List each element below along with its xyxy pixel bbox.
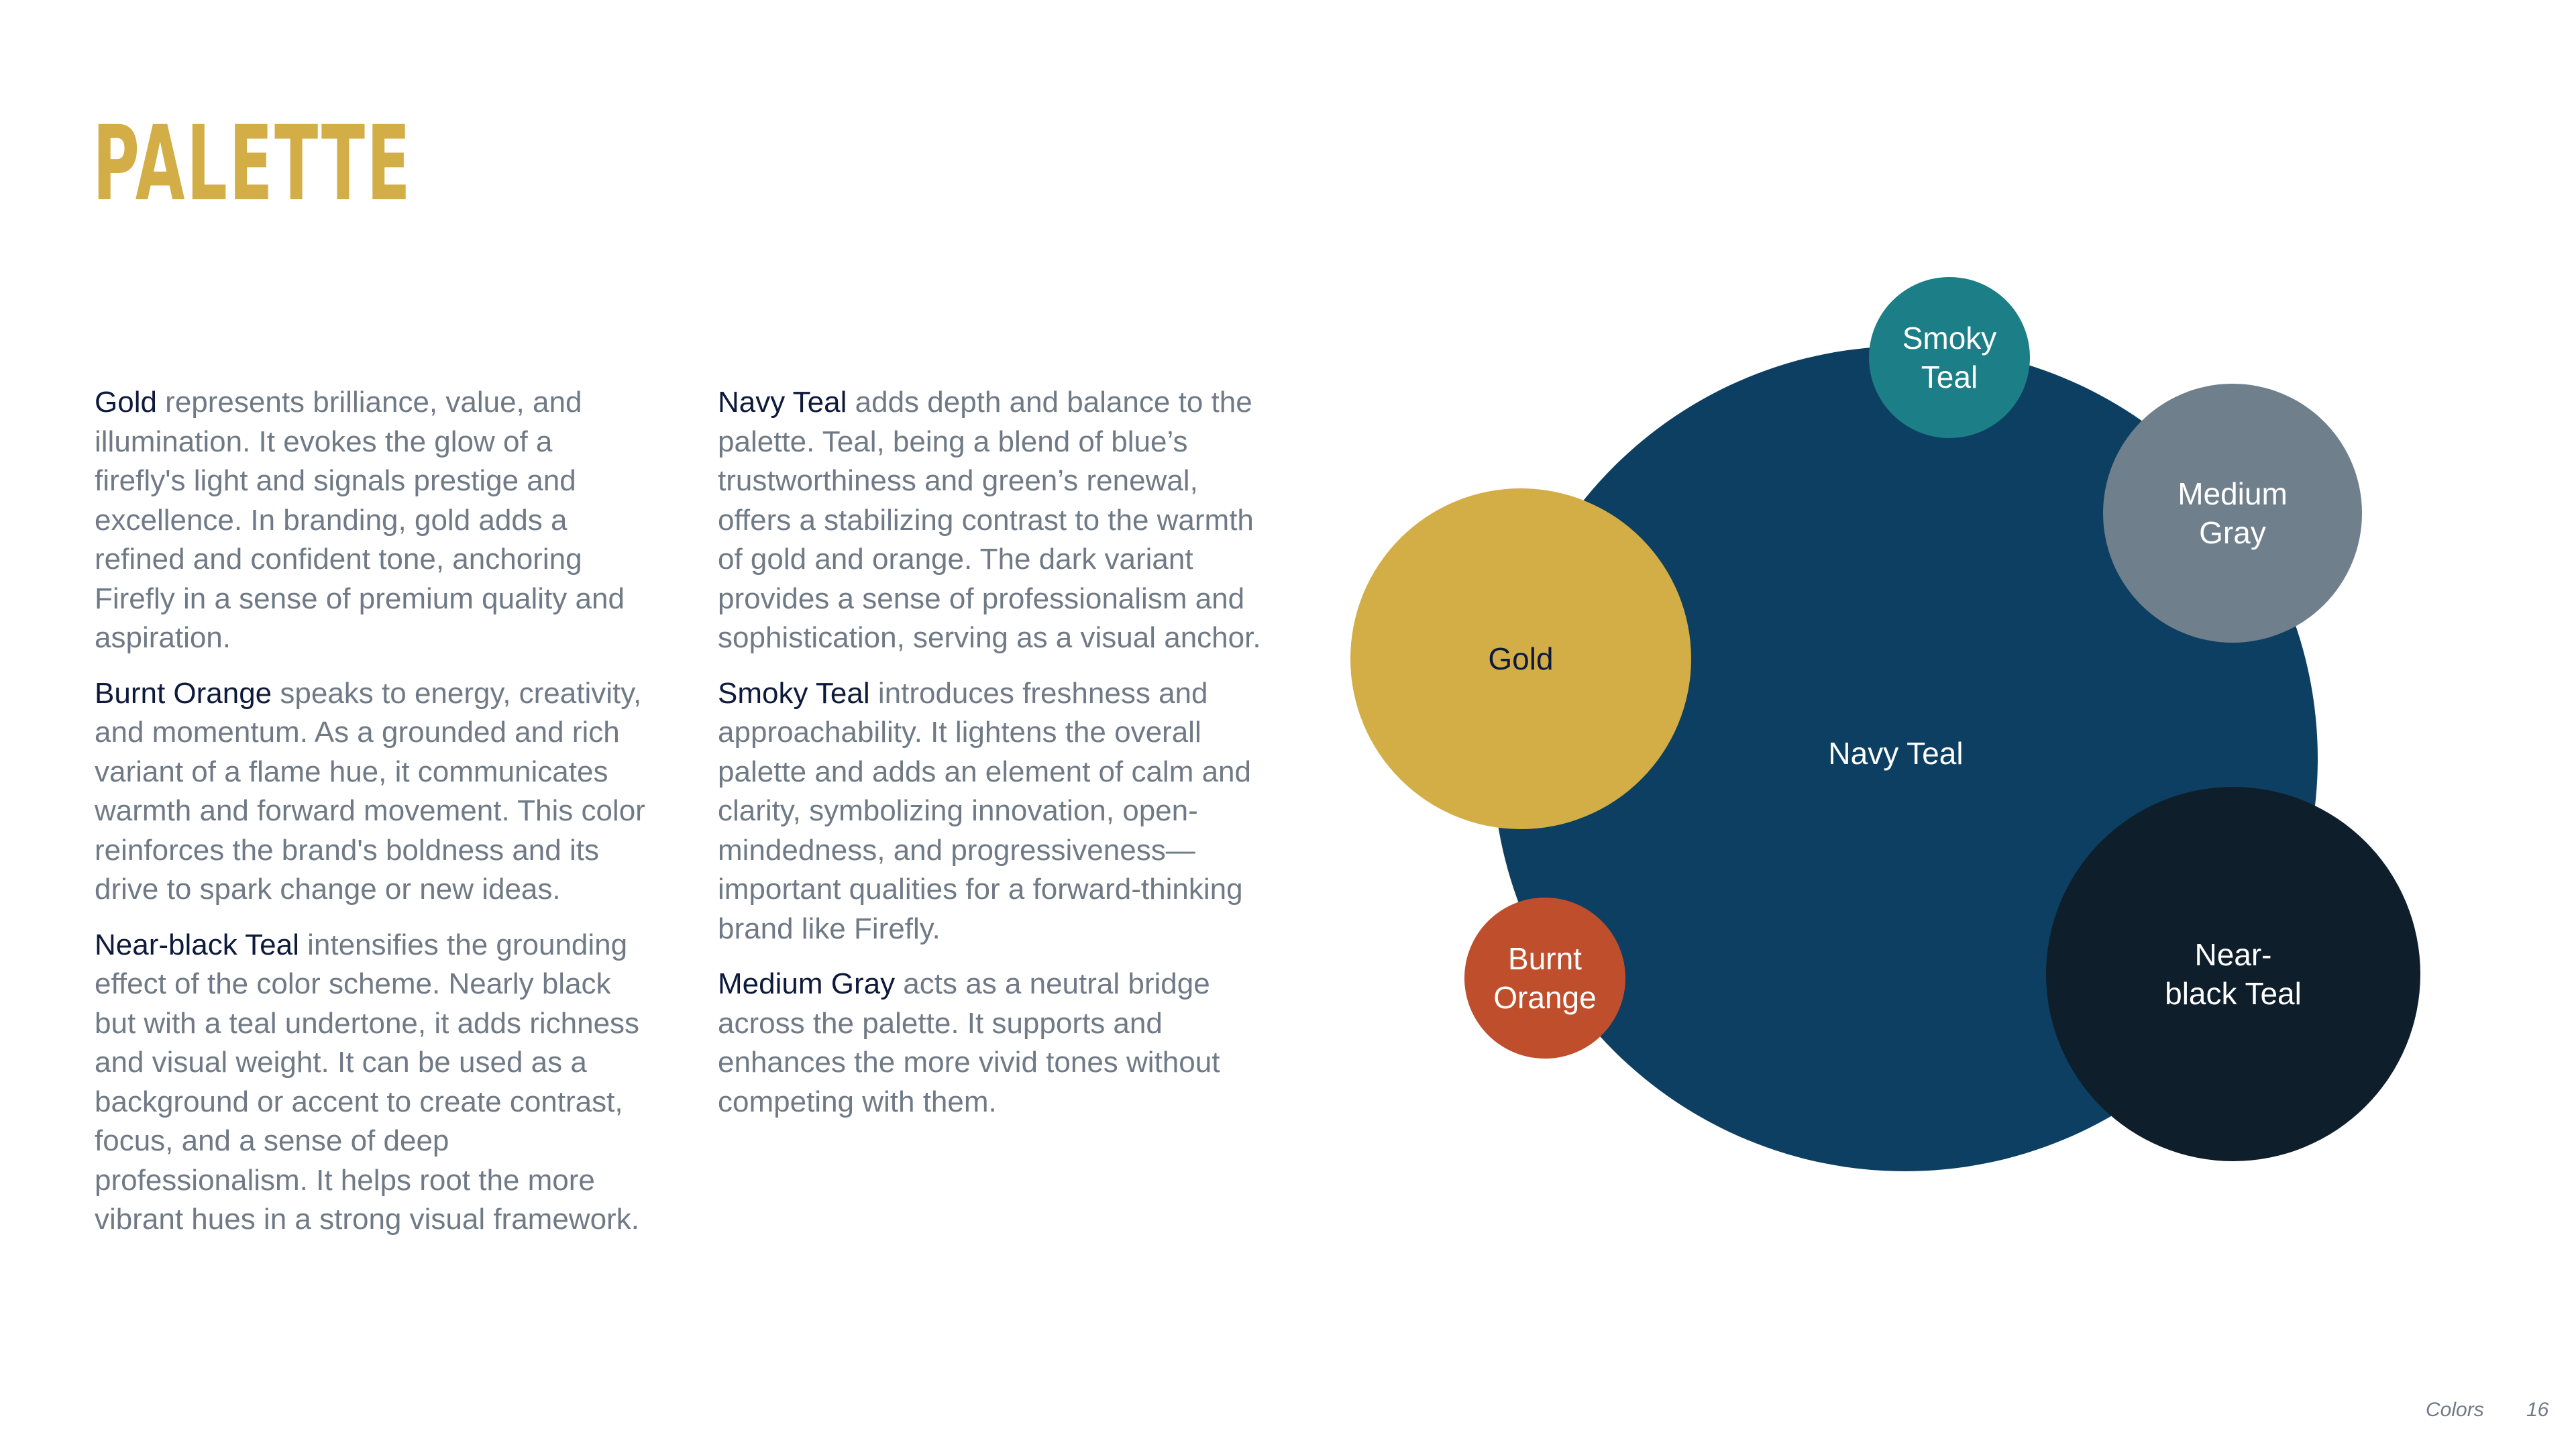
circle-label-medium-gray: Medium Gray (2178, 476, 2288, 550)
circle-label-gold: Gold (1488, 641, 1554, 676)
paragraph-gold-text: represents brilliance, value, and illumination. It evokes the glow of a firefly's light and signals prestige and excellence. In branding, gold adds a refined and confident tone, anchoring Firefly in a sense of premium quality and aspiration. (95, 386, 625, 654)
circle-gold (1350, 488, 1691, 829)
paragraph-navy-teal-text: adds depth and balance to the palette. Teal, being a blend of blue’s trustworthiness and green’s renewal, offers a stabilizing contrast to the warmth of gold and orange. The dark variant provides a sense of professionalism and sophistication, serving as a visual anchor. (718, 386, 1261, 654)
paragraph-burnt-orange-text: speaks to energy, creativity, and momentum. As a grounded and rich variant of a flame hue, it communicates warmth and forward movement. This color reinforces the brand's boldness and its drive to spark change or new ideas. (95, 676, 645, 906)
circle-near-black-teal (2046, 787, 2420, 1161)
term-gold: Gold (95, 386, 157, 419)
term-near-black-teal: Near-black Teal (95, 928, 299, 961)
paragraph-near-black-teal-text: intensifies the grounding effect of the color scheme. Nearly black but with a teal undertone, it adds richness and visual weight. It can be used as a background or accent to create contrast, focus, and a sense of deep professionalism. It helps root the more vibrant hues in a strong visual framework. (95, 928, 640, 1236)
page-title: PALETTE (93, 104, 413, 224)
circle-smoky-teal (1869, 277, 2030, 438)
circle-medium-gray (2103, 384, 2362, 643)
term-smoky-teal: Smoky Teal (718, 676, 870, 710)
footer-section-label: Colors (2426, 1399, 2484, 1421)
circle-label-burnt-orange: Burnt Orange (1493, 941, 1597, 1015)
term-navy-teal: Navy Teal (718, 386, 847, 419)
circle-label-smoky-teal: Smoky Teal (1902, 321, 1997, 394)
paragraph-smoky-teal-text: introduces freshness and approachability. It lightens the overall palette and adds an element of calm and clarity, symbolizing innovation, open-mindedness, and progressiveness—important qualities for a forward-thinking brand like Firefly. (718, 676, 1251, 945)
circle-label-navy-teal: Navy Teal (1828, 736, 1964, 771)
term-medium-gray: Medium Gray (718, 967, 896, 1000)
page-number: 16 (2526, 1399, 2549, 1421)
term-burnt-orange: Burnt Orange (95, 676, 272, 710)
paragraph-medium-gray-text: acts as a neutral bridge across the palette. It supports and enhances the more vivid tones without competing with them. (718, 967, 1220, 1118)
circle-label-near-black-teal: Near- black Teal (2165, 937, 2302, 1011)
circle-burnt-orange (1464, 898, 1625, 1059)
